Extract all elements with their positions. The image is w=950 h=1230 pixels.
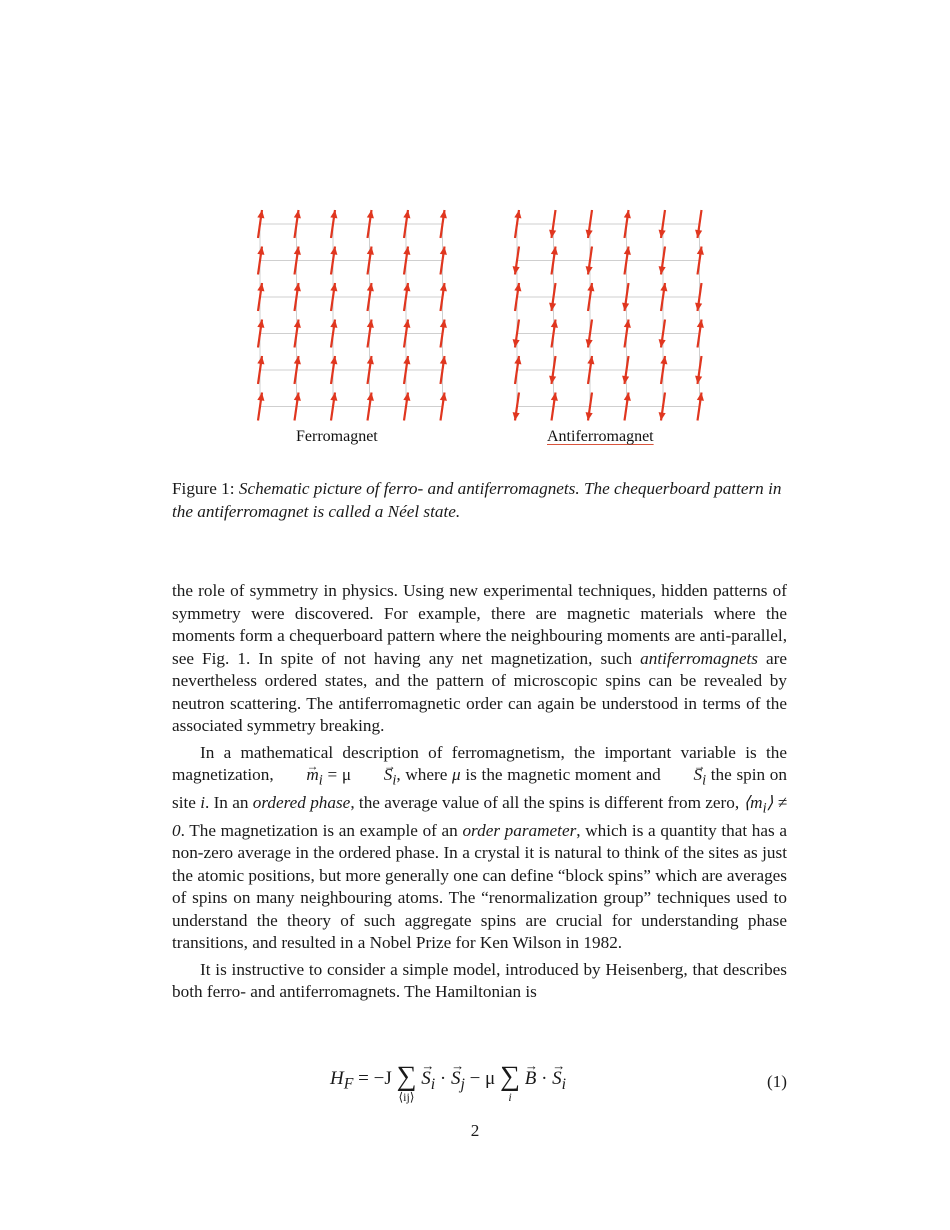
heisenberg-hamiltonian: $H_F = -J$ ∑ ⟨ij⟩ → $S_i$ · → $S_j - \mu$ ∑ i → B · → $S_i$ <box>330 1063 566 1103</box>
page-number: 2 <box>470 1121 480 1140</box>
site-symbol: i <box>200 792 205 812</box>
paragraph-3: It is instructive to consider a simple model, introduced by Heisenberg, that describes both ferro- and antiferromagnets. The Hamiltonian is <box>172 959 787 1002</box>
p2-text-g: . The magnetization is an example of an <box>180 820 463 840</box>
p2-text-f: , the average value of all the spins is different from zero, <box>350 792 744 812</box>
p1-emphasis: antiferromagnets <box>640 648 758 668</box>
equation-1 <box>172 1063 787 1119</box>
figure-caption <box>172 478 787 523</box>
antiferromagnet-label: Antiferromagnet <box>547 428 654 445</box>
order-expression: $⟨m_i⟩ \ne 0$ <box>172 792 787 840</box>
caption-label: Figure 1: <box>172 479 235 498</box>
p2-emphasis-1: ordered phase <box>252 792 351 812</box>
antiferromagnet-grid <box>517 224 700 407</box>
p2-text-a: In a mathematical description of ferromagnetism, the important variable is the magnetization, <box>172 742 787 784</box>
caption-text: Schematic picture of ferro- and antiferromagnets. The chequerboard pattern in the antiferromagnet is called a Néel state. <box>172 479 782 521</box>
equation-number: (1) <box>766 1072 787 1091</box>
spin-symbol-2: → $S_i$ <box>665 765 706 784</box>
paragraph-2 <box>172 742 787 955</box>
p1-text-b: are nevertheless ordered states, and the pattern of microscopic spins can be revealed by neutron scattering. The antiferromagnetic order can again be understood in terms of the associated symmetry breaking. <box>172 648 788 735</box>
paragraph-1 <box>172 580 787 738</box>
spin-symbol: → $S_i$ <box>356 765 397 784</box>
mu-symbol: μ <box>452 765 461 784</box>
p1-text-a: the role of symmetry in physics. Using new experimental techniques, hidden patterns of symmetry were discovered. For example, there are magnetic materials where the moments form a chequerboard pattern where the neighbouring moments are anti-parallel, see Fig. 1. In spite of not having any net magnetization, such <box>172 581 787 668</box>
p2-text-b: , where <box>396 765 453 784</box>
spin-lattice-figure <box>240 196 720 426</box>
p2-text-c: is the magnetic moment and <box>460 765 666 784</box>
p2-text-h: , which is a quantity that has a non-zero average in the ordered phase. In a crystal it is natural to think of the sites as just the atomic positions, but more generally one can define “block spins” which are averages of spins on many neighbouring atoms. The “renormalization group” techniques used to understand the theory of such aggregate spins are crucial for understanding phase transitions, and resulted in a Nobel Prize for Ken Wilson in 1982. <box>172 820 787 953</box>
p2-text-e: . In an <box>204 792 253 812</box>
p2-emphasis-2: order parameter <box>462 820 577 840</box>
figure-1 <box>240 196 720 461</box>
magnetization-symbol: → $m_i$ <box>278 765 322 784</box>
ferromagnet-grid <box>260 224 443 407</box>
antiferromagnet-spins <box>513 210 704 421</box>
ferromagnet-spins <box>257 210 447 421</box>
p2-eq-mu: = μ <box>327 765 356 784</box>
body-text <box>172 580 787 1008</box>
ferromagnet-label: Ferromagnet <box>296 428 378 445</box>
p2-text-d: the spin on site <box>172 765 787 812</box>
